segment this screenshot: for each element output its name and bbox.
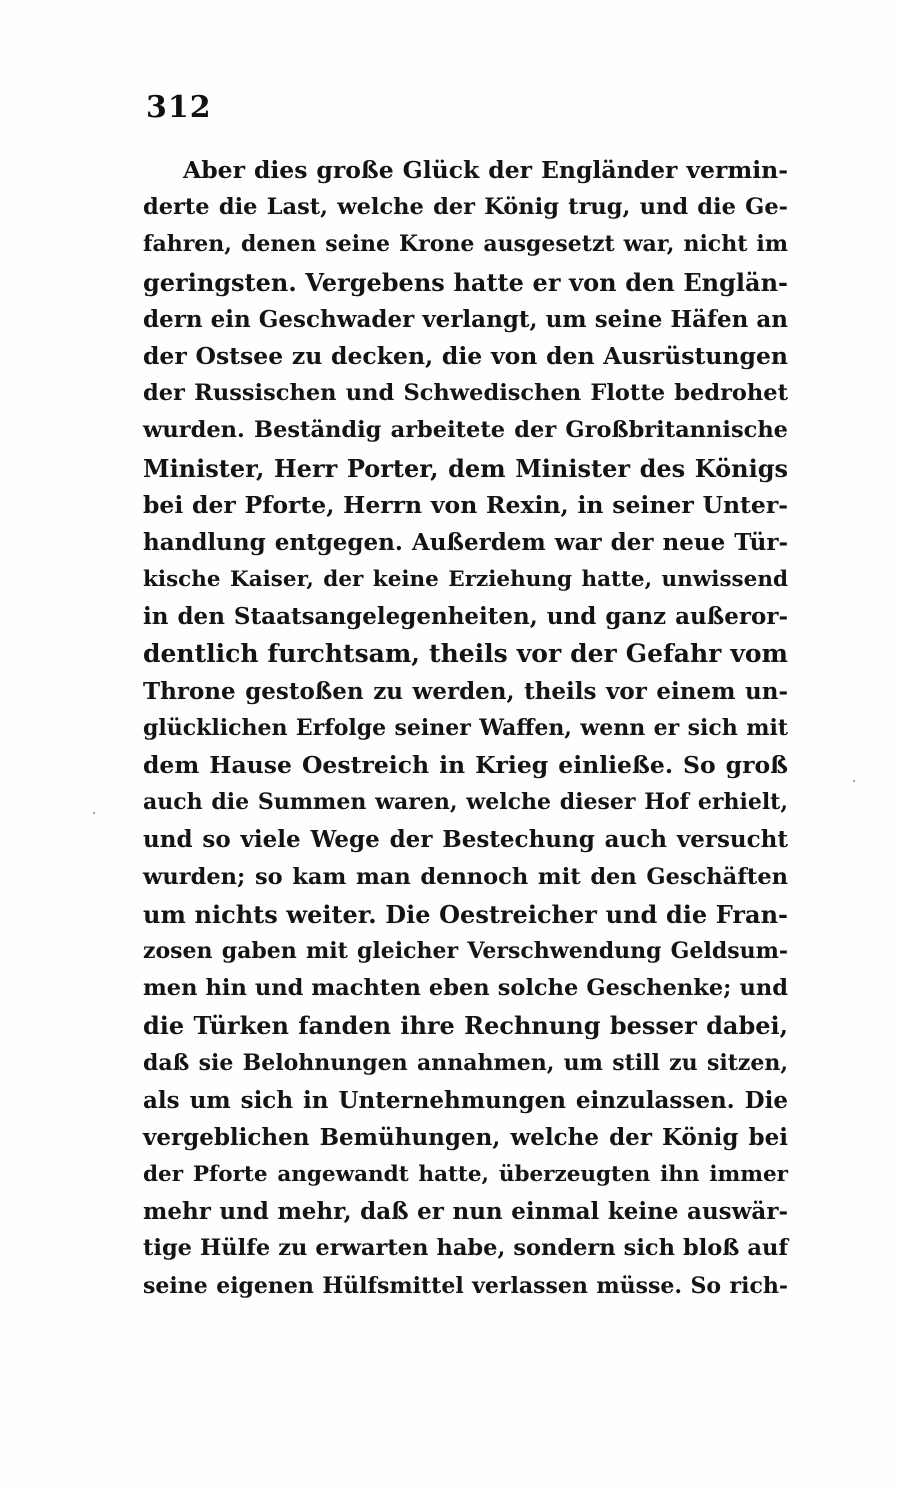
text-line: tige Hülfe zu erwarten habe, sondern sich bloß auf bbox=[143, 1235, 788, 1262]
text-line: in den Staatsangelegenheiten, und ganz außeror- bbox=[143, 603, 788, 631]
text-line: die Türken fanden ihre Rechnung besser dabei, bbox=[143, 1011, 788, 1041]
text-line: derte die Last, welche der König trug, und die Ge- bbox=[143, 194, 788, 221]
text-line: als um sich in Unternehmungen einzulassen. Die bbox=[143, 1086, 788, 1114]
text-line: der Russischen und Schwedischen Flotte bedrohet bbox=[143, 380, 788, 407]
text-line: bei der Pforte, Herrn von Rexin, in seiner Unter- bbox=[143, 490, 788, 519]
text-line: Aber dies große Glück der Engländer vermin- bbox=[183, 156, 788, 184]
text-line: und so viele Wege der Bestechung auch versucht bbox=[143, 826, 788, 854]
text-line: vergeblichen Bemühungen, welche der König bei bbox=[143, 1123, 788, 1151]
text-line: fahren, denen seine Krone ausgesetzt war, nicht im bbox=[143, 231, 788, 258]
text-line: der Ostsee zu decken, die von den Ausrüstungen bbox=[143, 341, 788, 370]
text-line: daß sie Belohnungen annahmen, um still zu sitzen, bbox=[143, 1049, 788, 1076]
text-line: zosen gaben mit gleicher Verschwendung Geldsum- bbox=[143, 937, 788, 964]
text-line: mehr und mehr, daß er nun einmal keine auswär- bbox=[143, 1198, 788, 1226]
text-line: wurden. Beständig arbeitete der Großbritannische bbox=[143, 417, 788, 444]
text-line: dern ein Geschwader verlangt, um seine Häfen an bbox=[143, 305, 788, 333]
scan-speck bbox=[853, 780, 855, 782]
text-line: seine eigenen Hülfsmittel verlassen müsse. So rich- bbox=[143, 1272, 788, 1299]
text-line: dentlich furchtsam, theils vor der Gefahr vom bbox=[143, 639, 788, 669]
text-line: Minister, Herr Porter, dem Minister des Königs bbox=[143, 453, 788, 483]
text-line: men hin und machten eben solche Geschenke; und bbox=[143, 975, 788, 1002]
text-line: Throne gestoßen zu werden, theils vor einem un- bbox=[143, 677, 788, 705]
text-line: kische Kaiser, der keine Erziehung hatte, unwissend bbox=[143, 567, 788, 593]
scan-speck bbox=[93, 812, 95, 814]
text-line: dem Hause Oestreich in Krieg einließe. So groß bbox=[143, 751, 788, 779]
text-line: der Pforte angewandt hatte, überzeugten ihn immer bbox=[143, 1162, 788, 1188]
body-text bbox=[143, 152, 788, 1305]
text-line: handlung entgegen. Außerdem war der neue Tür- bbox=[143, 528, 788, 556]
text-line: um nichts weiter. Die Oestreicher und die Fran- bbox=[143, 899, 788, 929]
text-line: auch die Summen waren, welche dieser Hof erhielt, bbox=[143, 789, 788, 816]
text-line: geringsten. Vergebens hatte er von den Englän- bbox=[143, 267, 788, 297]
page-number: 312 bbox=[146, 90, 212, 125]
text-line: glücklichen Erfolge seiner Waffen, wenn er sich mit bbox=[143, 714, 788, 741]
text-line: wurden; so kam man dennoch mit den Geschäften bbox=[143, 863, 788, 890]
